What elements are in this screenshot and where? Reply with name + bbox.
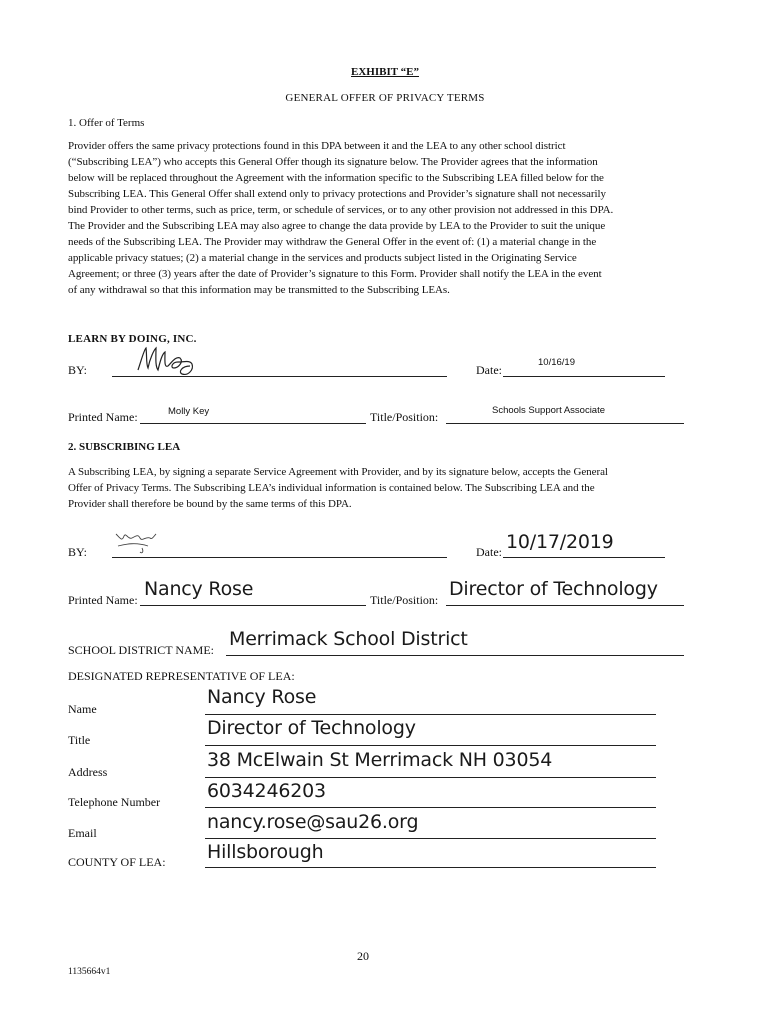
lea-printed-name-label: Printed Name:: [68, 593, 138, 607]
rep-title-label: Title: [68, 733, 91, 747]
rep-name-label: Name: [68, 702, 97, 716]
lea-date-line: [503, 557, 665, 558]
school-district-label: SCHOOL DISTRICT NAME:: [68, 643, 215, 657]
paragraph-line: (“Subscribing LEA”) who accepts this General Offer though its signature below. The Provider agrees that the information: [68, 156, 598, 168]
section-1-paragraph: [68, 138, 704, 298]
rep-name-line: [205, 714, 656, 715]
lea-title-line: [446, 605, 684, 606]
paragraph-line: of any withdrawal so that this information may be transmitted to the Subscribing LEAs.: [68, 284, 450, 296]
rep-address-value: 38 McElwain St Merrimack NH 03054: [207, 749, 553, 771]
provider-printed-name-value: Molly Key: [168, 406, 210, 417]
provider-printed-name-line: [140, 423, 366, 424]
lea-signature-line: [112, 557, 447, 558]
lea-by-label: BY:: [68, 545, 87, 559]
school-district-line: [226, 655, 684, 656]
rep-phone-label: Telephone Number: [68, 795, 161, 809]
provider-company-name: LEARN BY DOING, INC.: [68, 333, 197, 345]
rep-email-line: [205, 838, 656, 839]
county-value: Hillsborough: [207, 841, 324, 863]
paragraph-line: Provider shall therefore be bound by the same terms of this DPA.: [68, 498, 352, 510]
school-district-value: Merrimack School District: [229, 628, 468, 650]
provider-signature: [132, 344, 202, 380]
paragraph-line: below will be replaced throughout the Agreement with the information specific to the Subscribing LEA filled below for the: [68, 172, 604, 184]
paragraph-line: Provider offers the same privacy protections found in this DPA between it and the LEA to any other school district: [68, 140, 566, 152]
provider-title-value: Schools Support Associate: [492, 405, 606, 416]
county-line: [205, 867, 656, 868]
section-2-heading: 2. SUBSCRIBING LEA: [68, 441, 181, 453]
lea-date-label: Date:: [476, 545, 502, 559]
lea-title-label: Title/Position:: [370, 593, 439, 607]
lea-title-value: Director of Technology: [449, 578, 658, 600]
document-title: GENERAL OFFER OF PRIVACY TERMS: [285, 92, 485, 104]
rep-email-label: Email: [68, 826, 97, 840]
paragraph-line: needs of the Subscribing LEA. The Provider may withdraw the General Offer in the event of: (1) a material change in the: [68, 236, 597, 248]
provider-title-line: [446, 423, 684, 424]
paragraph-line: Agreement; or three (3) years after the date of Provider’s signature to this Form. Provider shall notify the LEA in the event: [68, 268, 602, 280]
section-1-heading: 1. Offer of Terms: [68, 117, 145, 129]
rep-address-line: [205, 777, 656, 778]
county-label: COUNTY OF LEA:: [68, 855, 166, 869]
provider-printed-name-label: Printed Name:: [68, 410, 138, 424]
rep-title-line: [205, 745, 656, 746]
rep-email-value: nancy.rose@sau26.org: [207, 811, 419, 833]
paragraph-line: A Subscribing LEA, by signing a separate Service Agreement with Provider, and by its signature below, accepts the General: [68, 466, 608, 478]
rep-name-value: Nancy Rose: [207, 686, 317, 708]
provider-date-line: [503, 376, 665, 377]
provider-by-label: BY:: [68, 363, 87, 377]
designated-representative-label: DESIGNATED REPRESENTATIVE OF LEA:: [68, 669, 295, 683]
provider-date-label: Date:: [476, 363, 502, 377]
paragraph-line: Subscribing LEA. This General Offer shall extend only to privacy protections and Provider’s signature shall not necessarily: [68, 188, 606, 200]
lea-printed-name-line: [140, 605, 366, 606]
rep-address-label: Address: [68, 765, 108, 779]
document-id: 1135664v1: [68, 967, 111, 977]
rep-phone-line: [205, 807, 656, 808]
paragraph-line: Offer of Privacy Terms. The Subscribing LEA’s individual information is contained below. The Subscribing LEA and the: [68, 482, 595, 494]
lea-signature: [112, 526, 162, 556]
rep-title-value: Director of Technology: [207, 717, 416, 739]
paragraph-line: bind Provider to other terms, such as price, term, or schedule of services, or to any other provision not addressed in this DPA.: [68, 204, 614, 216]
section-2-paragraph: [68, 464, 704, 512]
exhibit-heading: EXHIBIT “E”: [351, 66, 419, 78]
provider-title-label: Title/Position:: [370, 410, 439, 424]
lea-printed-name-value: Nancy Rose: [144, 578, 254, 600]
paragraph-line: The Provider and the Subscribing LEA may also agree to change the data provide by LEA to the Provider to suit the unique: [68, 220, 606, 232]
paragraph-line: applicable privacy statues; (2) a material change in the services and products subject listed in the Originating Service: [68, 252, 577, 264]
lea-date-value: 10/17/2019: [506, 531, 614, 553]
page-number: 20: [357, 949, 369, 963]
provider-date-value: 10/16/19: [538, 357, 575, 368]
rep-phone-value: 6034246203: [207, 780, 326, 802]
